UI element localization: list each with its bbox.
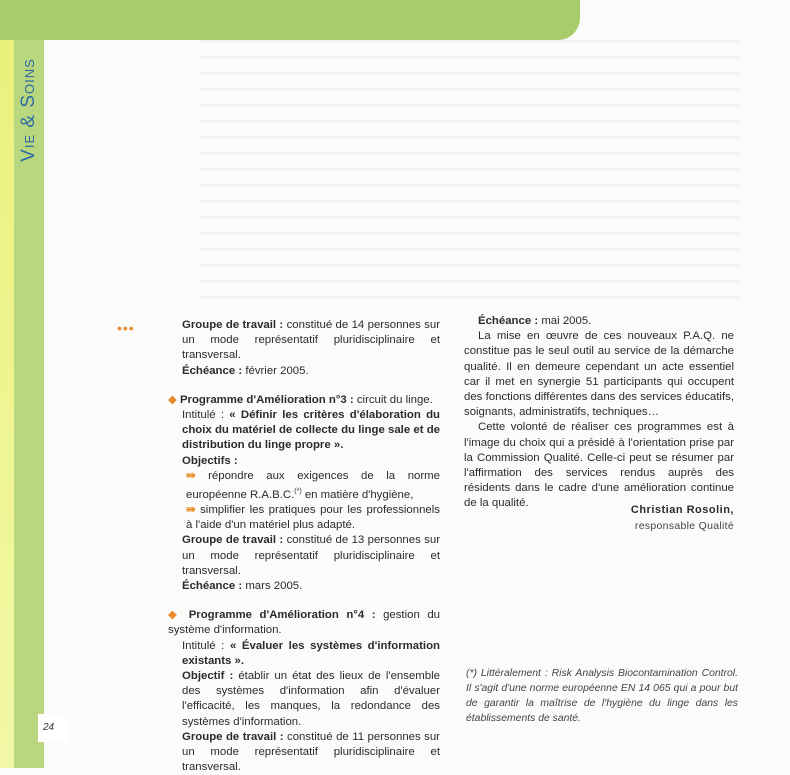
signature-role: responsable Qualité — [634, 520, 734, 532]
intitule-2: Intitulé : « Évaluer les systèmes d'information existants ». — [182, 639, 440, 667]
top-green-band — [0, 0, 580, 40]
section-label — [15, 40, 43, 180]
right-column — [464, 314, 734, 512]
deadline-3: Échéance : mai 2005. — [478, 315, 592, 327]
left-color-band — [0, 0, 14, 768]
program-4: ◆ Programme d'Amélioration n°4 : gestion du système d'information. — [168, 609, 441, 637]
group-2: Groupe de travail : constitué de 13 personnes sur un mode représentatif pluridisciplinaire et transversal. — [182, 534, 440, 577]
diamond-bullet-icon: ◆ — [168, 609, 182, 622]
objectifs-label: Objectifs : — [182, 454, 238, 467]
program-3: ◆ Programme d'Amélioration n°3 : circuit du linge. — [168, 393, 433, 406]
arrow-bullet-icon: ⇛ — [186, 504, 196, 517]
left-column — [168, 318, 440, 775]
page-number: 24 — [38, 714, 68, 742]
arrow-bullet-icon: ⇛ — [186, 469, 196, 482]
deadline-1: Échéance : février 2005. — [182, 364, 309, 377]
show-through-text — [200, 40, 740, 300]
footnote: (*) Littéralement : Risk Analysis Biocontamination Control. Il s'agit d'une norme européenne EN 14 065 qui a pour but de garantir la maîtrise de l'hygiène du linge dans les établissements de santé. — [466, 668, 738, 724]
objectif: Objectif : établir un état des lieux de l'ensemble des systèmes d'information afin d'évaluer l'efficacité, les manques, la redondance des systèmes d'information. — [182, 670, 440, 728]
group-3: Groupe de travail : constitué de 11 personnes sur un mode représentatif pluridisciplinaire et transversal. — [182, 730, 440, 774]
objective-item: ⇛ simplifier les pratiques pour les professionnels à l'aide d'un matériel plus adapté. — [186, 504, 440, 532]
intitule-1: Intitulé : « Définir les critères d'élaboration du choix du matériel de collecte du linge sale et de distribution du linge propre ». — [182, 409, 440, 452]
signature-name: Christian Rosolin, — [630, 504, 734, 516]
paragraph-1: La mise en œuvre de ces nouveaux P.A.Q. ne constitue pas le seul outil au service de la démarche qualité. Il en demeure cependant un acte essentiel car il met en synergie 51 participants qui occupent des fonctions différentes dans des services éducatifs, soignants, administratifs, techniques… — [464, 330, 734, 419]
paragraph-2: Cette volonté de réaliser ces programmes est à l'image du choix qui a présidé à l'orientation prise par la Commission Qualité. Celle-ci peut se résumer par l'affirmation des services rendus auprès des résidents dans le cadre d'une amélioration continue de la qualité. — [464, 421, 734, 510]
diamond-bullet-icon: ◆ — [168, 393, 177, 406]
group-1: Groupe de travail : constitué de 14 personnes sur un mode représentatif pluridisciplinaire et transversal. — [182, 319, 440, 362]
section-label-text: Vie & Soins — [18, 58, 39, 162]
deadline-2: Échéance : mars 2005. — [182, 580, 303, 593]
bullet-dots-icon: ••• — [117, 320, 135, 336]
objective-item: ⇛ répondre aux exigences de la norme européenne R.A.B.C.(*) en matière d'hygiène, — [186, 469, 440, 501]
